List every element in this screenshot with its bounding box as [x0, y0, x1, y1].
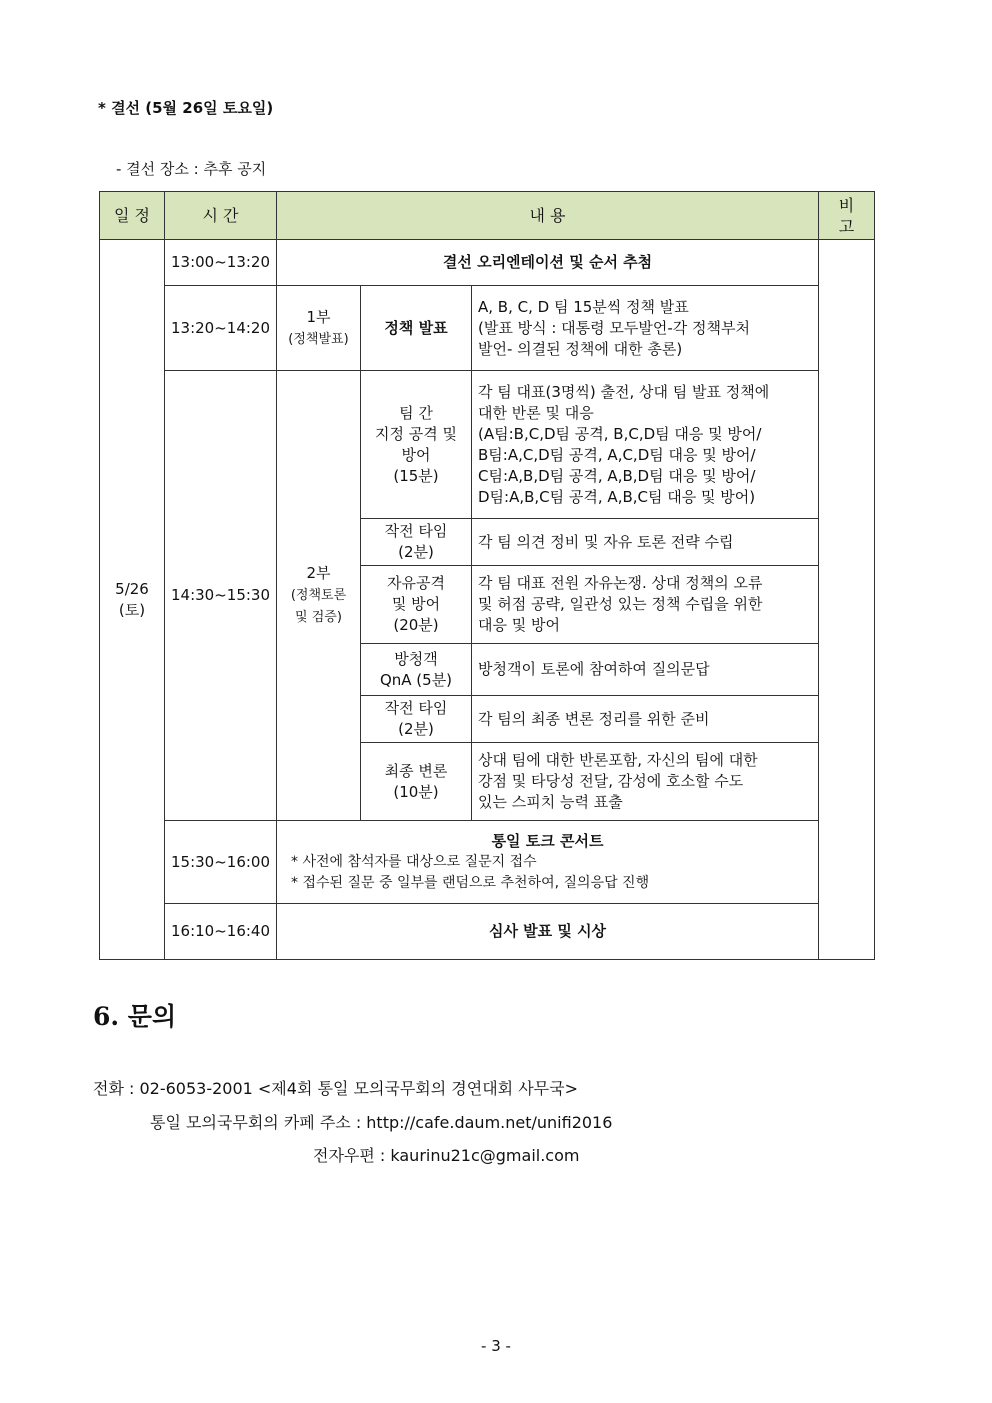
note-cell	[819, 240, 875, 960]
part-cell: 2부 (정책토론 및 검증)	[277, 371, 361, 821]
content-cell: 결선 오리엔테이션 및 순서 추첨	[277, 240, 819, 286]
time-cell: 16:10~16:40	[165, 904, 277, 960]
desc-cell: 각 팀 의견 정비 및 자유 토론 전략 수립	[472, 519, 819, 566]
concert-bullet: * 사전에 참석자를 대상으로 질문지 접수	[291, 853, 537, 870]
desc-cell: 각 팀의 최종 변론 정리를 위한 준비	[472, 696, 819, 743]
time-cell: 13:20~14:20	[165, 286, 277, 371]
table-row	[100, 821, 875, 904]
table-row	[100, 240, 875, 286]
item-cell: 최종 변론 (10분)	[361, 743, 472, 821]
header-time: 시 간	[165, 192, 277, 240]
part-cell: 1부 (정책발표)	[277, 286, 361, 371]
contact-cafe: 통일 모의국무회의 카페 주소 : http://cafe.daum.net/unifi2016	[150, 1113, 613, 1132]
concert-title: 통일 토크 콘서트	[491, 831, 604, 850]
schedule-table	[99, 191, 875, 960]
date-cell: 5/26 (토)	[100, 240, 165, 960]
content-cell: 심사 발표 및 시상	[277, 904, 819, 960]
venue-note: - 결선 장소 : 추후 공지	[116, 160, 267, 178]
time-cell: 15:30~16:00	[165, 821, 277, 904]
page-number: - 3 -	[481, 1337, 511, 1355]
item-cell: 방청객 QnA (5분)	[361, 644, 472, 696]
item-cell: 팀 간 지정 공격 및 방어 (15분)	[361, 371, 472, 519]
table-row	[100, 371, 875, 519]
desc-cell: 각 팀 대표 전원 자유논쟁. 상대 정책의 오류 및 허점 공략, 일관성 있는 정책 수립을 위한 대응 및 방어	[472, 566, 819, 644]
concert-bullet: * 접수된 질문 중 일부를 랜덤으로 추천하여, 질의응답 진행	[291, 874, 650, 891]
section-title: 6. 문의	[93, 1002, 177, 1031]
table-row	[100, 286, 875, 371]
table-header-row	[100, 192, 875, 240]
item-cell: 정책 발표	[361, 286, 472, 371]
desc-cell: 상대 팀에 대한 반론포함, 자신의 팀에 대한 강점 및 타당성 전달, 감성에 호소할 수도 있는 스피치 능력 표출	[472, 743, 819, 821]
desc-cell: 각 팀 대표(3명씩) 출전, 상대 팀 발표 정책에 대한 반론 및 대응 (A팀:B,C,D팀 공격, B,C,D팀 대응 및 방어/ B팀:A,C,D팀 공격, A,C,D팀 대응 및 방어/ C팀:A,B,D팀 공격, A,B,D팀 대응 및 방어/ D팀:A,B,C팀 공격, A,B,C팀 대응 및 방어)	[472, 371, 819, 519]
item-cell: 작전 타임 (2분)	[361, 519, 472, 566]
contact-email: 전자우편 : kaurinu21c@gmail.com	[313, 1146, 580, 1165]
item-cell: 자유공격 및 방어 (20분)	[361, 566, 472, 644]
schedule-heading: * 결선 (5월 26일 토요일)	[98, 99, 274, 117]
content-cell	[277, 821, 819, 904]
desc-cell: 방청객이 토론에 참여하여 질의문답	[472, 644, 819, 696]
header-day: 일 정	[100, 192, 165, 240]
header-content: 내 용	[277, 192, 819, 240]
time-cell: 13:00~13:20	[165, 240, 277, 286]
time-cell: 14:30~15:30	[165, 371, 277, 821]
contact-phone: 전화 : 02-6053-2001 <제4회 통일 모의국무회의 경연대회 사무국>	[93, 1079, 578, 1098]
desc-cell: A, B, C, D 팀 15분씩 정책 발표 (발표 방식 : 대통령 모두발언-각 정책부처 발언- 의결된 정책에 대한 총론)	[472, 286, 819, 371]
item-cell: 작전 타임 (2분)	[361, 696, 472, 743]
table-row	[100, 904, 875, 960]
header-note: 비 고	[819, 192, 875, 240]
